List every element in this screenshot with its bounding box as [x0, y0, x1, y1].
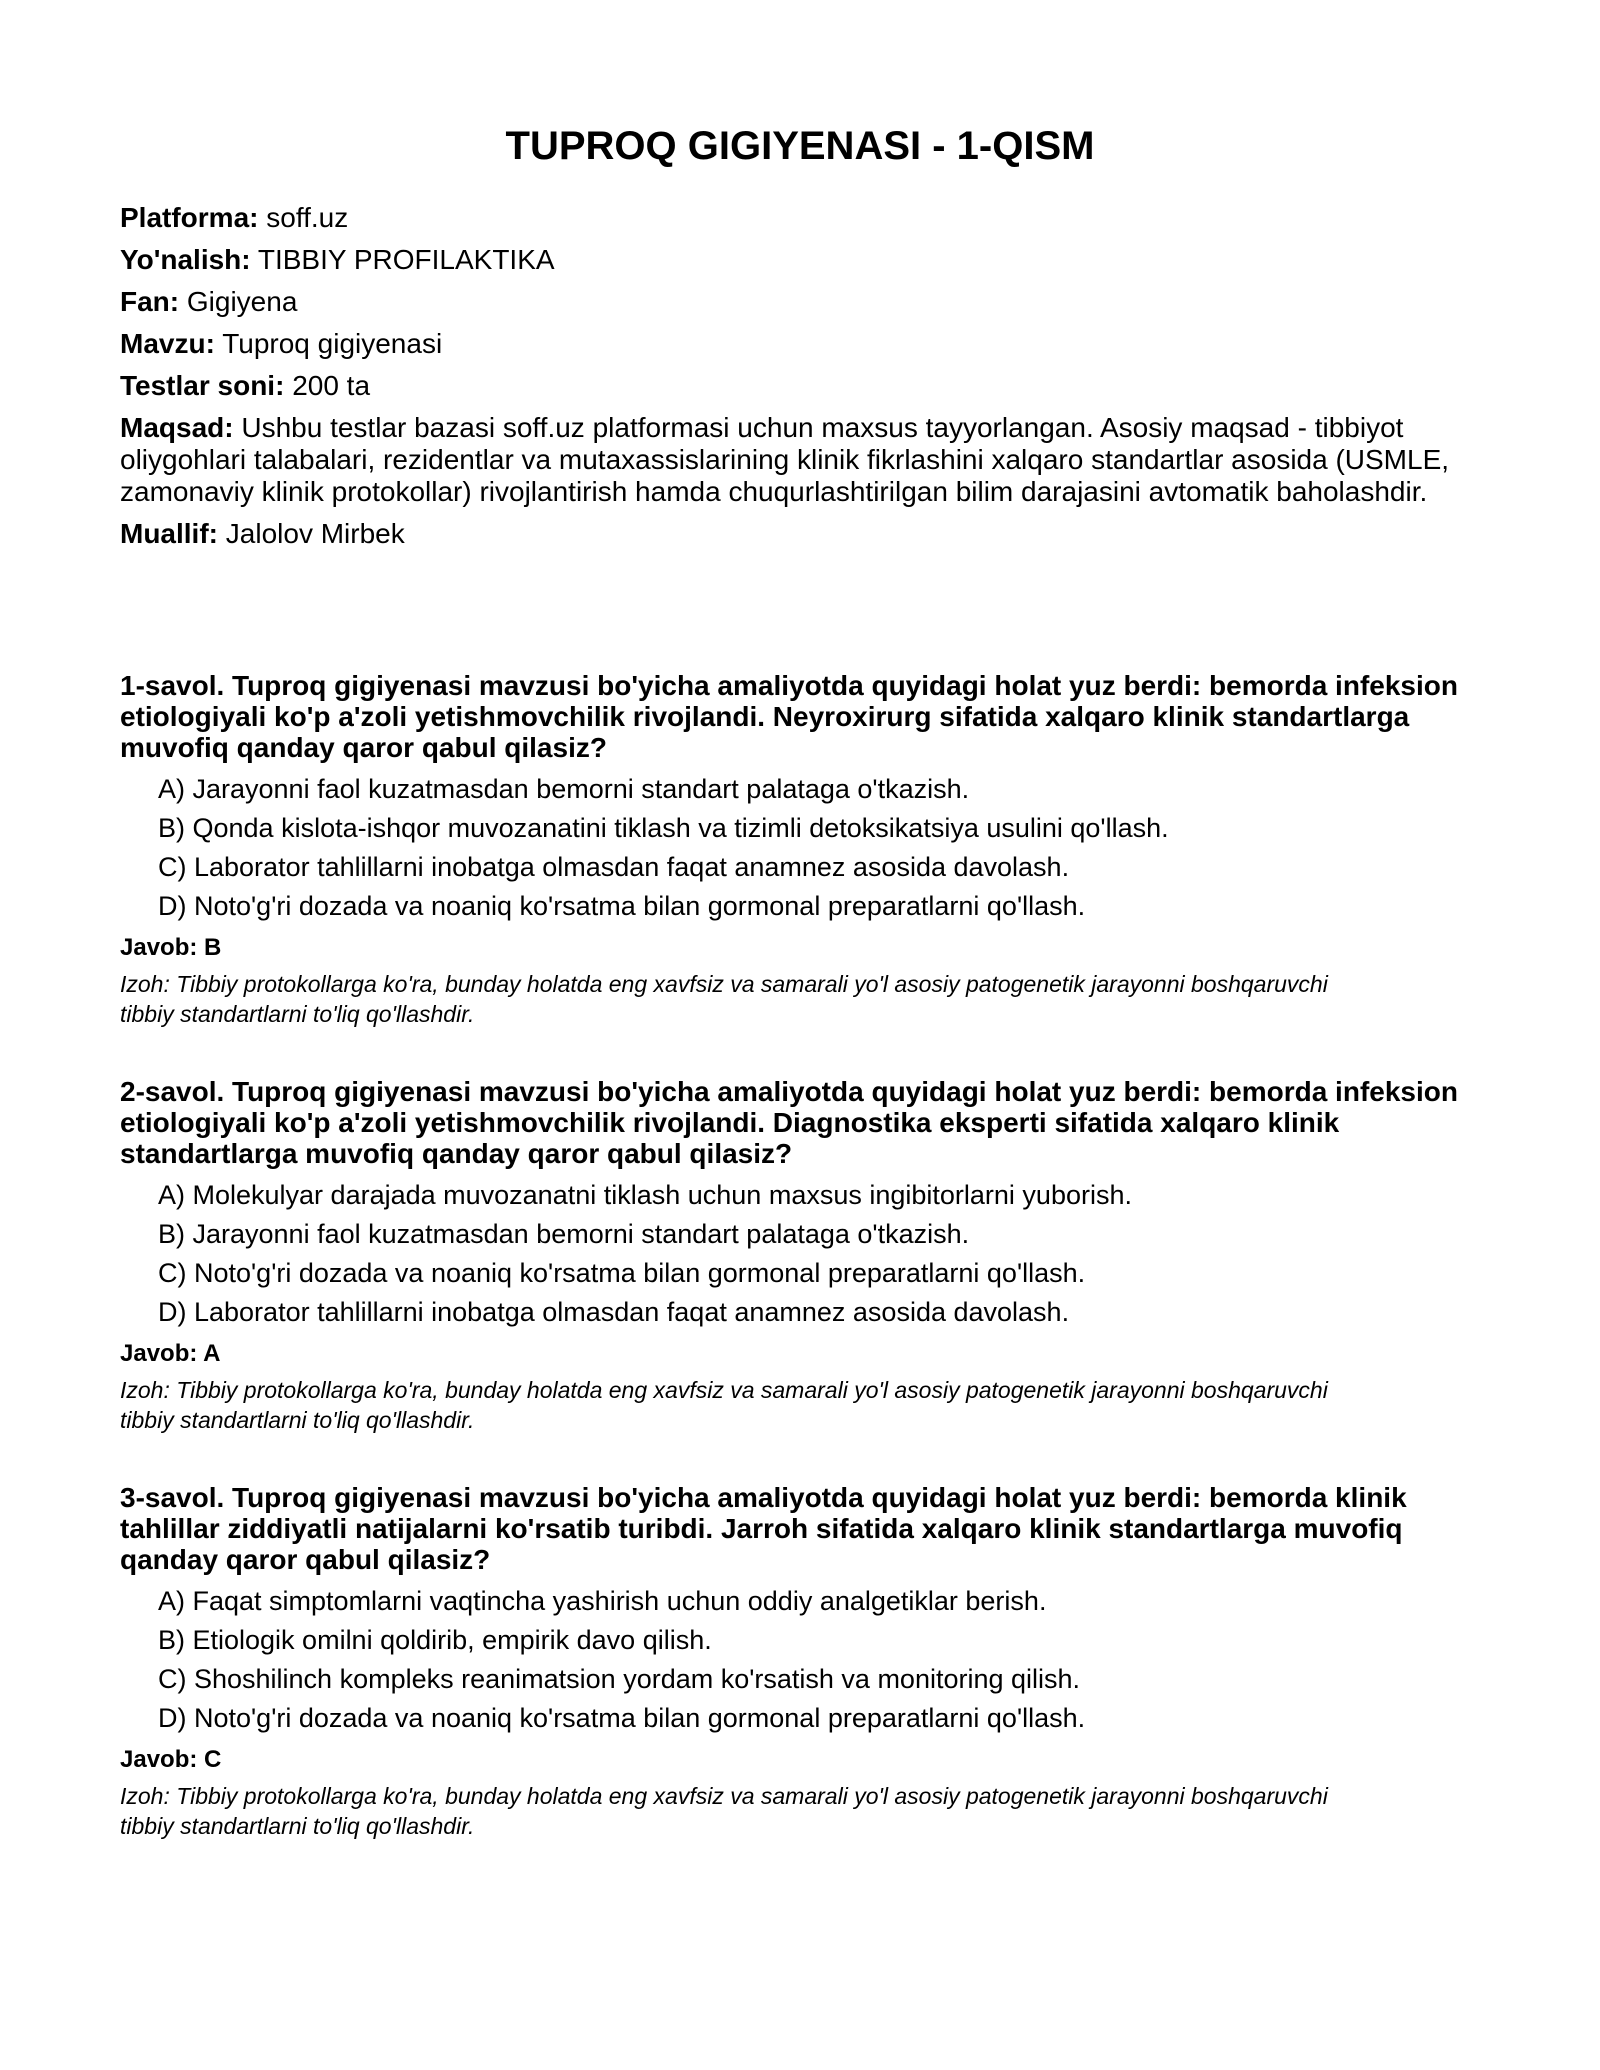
- option-b: B) Jarayonni faol kuzatmasdan bemorni standart palataga o'tkazish.: [158, 1219, 970, 1249]
- meta-value: Jalolov Mirbek: [225, 518, 405, 549]
- option-d: D) Laborator tahlillarni inobatga olmasdan faqat anamnez asosida davolash.: [158, 1297, 1070, 1327]
- meta-key: Fan:: [120, 286, 180, 317]
- meta-value: soff.uz: [266, 202, 349, 233]
- answer-key: Javob: C: [120, 1746, 222, 1773]
- meta-key: Yo'nalish:: [120, 244, 251, 275]
- meta-value: Ushbu testlar bazasi soff.uz platformasi uchun maxsus tayyorlangan. Asosiy maqsad - tibbiyot oliygohlari talabalari, rezidentlar va mutaxassislarining klinik fikrlashini xalqaro standartlar asosida (USMLE, zamonaviy klinik protokollar) rivojlantirish hamda chuqurlashtirilgan bilim darajasini avtomatik baholashdir.: [120, 412, 1450, 507]
- option-c: C) Laborator tahlillarni inobatga olmasdan faqat anamnez asosida davolash.: [158, 852, 1070, 882]
- meta-key: Platforma:: [120, 202, 259, 233]
- option-d: D) Noto'g'ri dozada va noaniq ko'rsatma bilan gormonal preparatlarni qo'llash.: [158, 1703, 1086, 1733]
- option-d: D) Noto'g'ri dozada va noaniq ko'rsatma bilan gormonal preparatlarni qo'llash.: [158, 891, 1086, 921]
- answer-options: [120, 1586, 1460, 1733]
- meta-key: Maqsad:: [120, 412, 234, 443]
- option-a: A) Faqat simptomlarni vaqtincha yashirish uchun oddiy analgetiklar berish.: [158, 1586, 1047, 1616]
- question-2: [120, 1076, 1460, 1435]
- meta-value: Gigiyena: [186, 286, 298, 317]
- meta-direction: [120, 244, 1450, 276]
- meta-purpose: [120, 412, 1450, 508]
- answer-explanation: Izoh: Tibbiy protokollarga ko'ra, bunday holatda eng xavfsiz va samarali yo'l asosiy patogenetik jarayonni boshqaruvchi tibbiy standartlarni to'liq qo'llashdir.: [120, 971, 1328, 1027]
- meta-platform: [120, 202, 1450, 234]
- document-metadata: [120, 202, 1450, 560]
- answer-explanation: Izoh: Tibbiy protokollarga ko'ra, bunday holatda eng xavfsiz va samarali yo'l asosiy patogenetik jarayonni boshqaruvchi tibbiy standartlarni to'liq qo'llashdir.: [120, 1783, 1328, 1839]
- meta-subject: [120, 286, 1450, 318]
- meta-value: Tuproq gigiyenasi: [222, 328, 443, 359]
- answer-key: Javob: B: [120, 934, 222, 961]
- option-b: B) Qonda kislota-ishqor muvozanatini tiklash va tizimli detoksikatsiya usulini qo'llash.: [158, 813, 1169, 843]
- question-text: 1-savol. Tuproq gigiyenasi mavzusi bo'yicha amaliyotda quyidagi holat yuz berdi: bemorda infeksion etiologiyali ko'p a'zoli yetishmovchilik rivojlandi. Neyroxirurg sifatida xalqaro klinik standartlarga muvofiq qanday qaror qabul qilasiz?: [120, 670, 1458, 763]
- meta-author: [120, 518, 1450, 550]
- answer-explanation: Izoh: Tibbiy protokollarga ko'ra, bunday holatda eng xavfsiz va samarali yo'l asosiy patogenetik jarayonni boshqaruvchi tibbiy standartlarni to'liq qo'llashdir.: [120, 1377, 1328, 1433]
- answer-options: [120, 1180, 1460, 1327]
- answer-options: [120, 774, 1460, 921]
- meta-value: TIBBIY PROFILAKTIKA: [257, 244, 555, 275]
- meta-value: 200 ta: [292, 370, 371, 401]
- question-text: 3-savol. Tuproq gigiyenasi mavzusi bo'yicha amaliyotda quyidagi holat yuz berdi: bemorda klinik tahlillar ziddiyatli natijalarni ko'rsatib turibdi. Jarroh sifatida xalqaro klinik standartlarga muvofiq qanday qaror qabul qilasiz?: [120, 1482, 1407, 1575]
- question-1: [120, 670, 1460, 1029]
- option-b: B) Etiologik omilni qoldirib, empirik davo qilish.: [158, 1625, 712, 1655]
- meta-test-count: [120, 370, 1450, 402]
- answer-key: Javob: A: [120, 1340, 221, 1367]
- meta-key: Muallif:: [120, 518, 218, 549]
- option-a: A) Jarayonni faol kuzatmasdan bemorni standart palataga o'tkazish.: [158, 774, 970, 804]
- document-title: TUPROQ GIGIYENASI - 1-QISM: [505, 124, 1095, 168]
- question-text: 2-savol. Tuproq gigiyenasi mavzusi bo'yicha amaliyotda quyidagi holat yuz berdi: bemorda infeksion etiologiyali ko'p a'zoli yetishmovchilik rivojlandi. Diagnostika eksperti sifatida xalqaro klinik standartlarga muvofiq qanday qaror qabul qilasiz?: [120, 1076, 1458, 1169]
- meta-topic: [120, 328, 1450, 360]
- meta-key: Testlar soni:: [120, 370, 285, 401]
- question-3: [120, 1482, 1460, 1841]
- option-a: A) Molekulyar darajada muvozanatni tiklash uchun maxsus ingibitorlarni yuborish.: [158, 1180, 1132, 1210]
- meta-key: Mavzu:: [120, 328, 215, 359]
- option-c: C) Shoshilinch kompleks reanimatsion yordam ko'rsatish va monitoring qilish.: [158, 1664, 1081, 1694]
- option-c: C) Noto'g'ri dozada va noaniq ko'rsatma bilan gormonal preparatlarni qo'llash.: [158, 1258, 1086, 1288]
